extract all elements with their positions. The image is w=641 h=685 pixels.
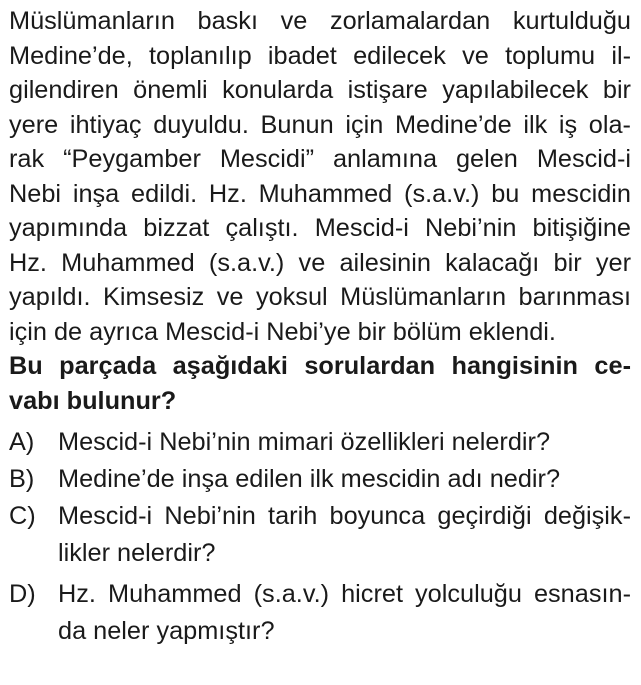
passage-line-4: yere ihtiyaç duyuldu. Bunun için Medine’de ilk iş ola- — [9, 110, 631, 139]
answer-options — [9, 424, 631, 650]
option-c-letter: C) — [9, 502, 36, 530]
passage-line-1: Müslümanların baskı ve zorlamalardan kurtulduğu — [9, 7, 631, 35]
question-line-2: vabı bulunur? — [9, 386, 177, 415]
option-d-text-line-2: da neler yapmıştır? — [58, 617, 275, 645]
passage-line-6: Nebi inşa edildi. Hz. Muhammed (s.a.v.) bu mescidin — [9, 179, 631, 208]
option-c-text-line-2: likler nelerdir? — [58, 539, 216, 567]
question-stem — [9, 349, 631, 418]
passage-line-8: Hz. Muhammed (s.a.v.) ve ailesinin kalacağı bir yer — [9, 248, 631, 277]
option-a[interactable] — [9, 424, 631, 461]
option-b-text: Medine’de inşa edilen ilk mescidin adı nedir? — [58, 465, 561, 493]
option-c-text-line-1: Mescid-i Nebi’nin tarih boyunca geçirdiği değişik- — [58, 502, 631, 530]
passage-line-5: rak “Peygamber Mescidi” anlamına gelen Mescid-i — [9, 145, 631, 173]
option-c[interactable] — [9, 498, 631, 572]
option-a-text: Mescid-i Nebi’nin mimari özellikleri nelerdir? — [58, 428, 551, 456]
option-b-letter: B) — [9, 465, 35, 493]
passage-line-7: yapımında bizzat çalıştı. Mescid-i Nebi’nin bitişiğine — [9, 214, 631, 242]
passage-line-9: yapıldı. Kimsesiz ve yoksul Müslümanların barınması — [9, 283, 631, 311]
passage-line-2: Medine’de, toplanılıp ibadet edilecek ve toplumu il- — [9, 41, 631, 70]
option-a-letter: A) — [9, 428, 35, 456]
question-line-1: Bu parçada aşağıdaki sorulardan hangisinin ce- — [9, 352, 631, 380]
passage-text — [9, 4, 631, 349]
option-d-text-line-1: Hz. Muhammed (s.a.v.) hicret yolculuğu esnasın- — [58, 580, 631, 608]
option-d[interactable] — [9, 576, 631, 650]
option-d-letter: D) — [9, 580, 36, 608]
passage-line-3: gilendiren önemli konularda istişare yapılabilecek bir — [9, 76, 631, 104]
passage-line-10: için de ayrıca Mescid-i Nebi’ye bir bölüm eklendi. — [9, 317, 556, 346]
option-b[interactable] — [9, 461, 631, 498]
